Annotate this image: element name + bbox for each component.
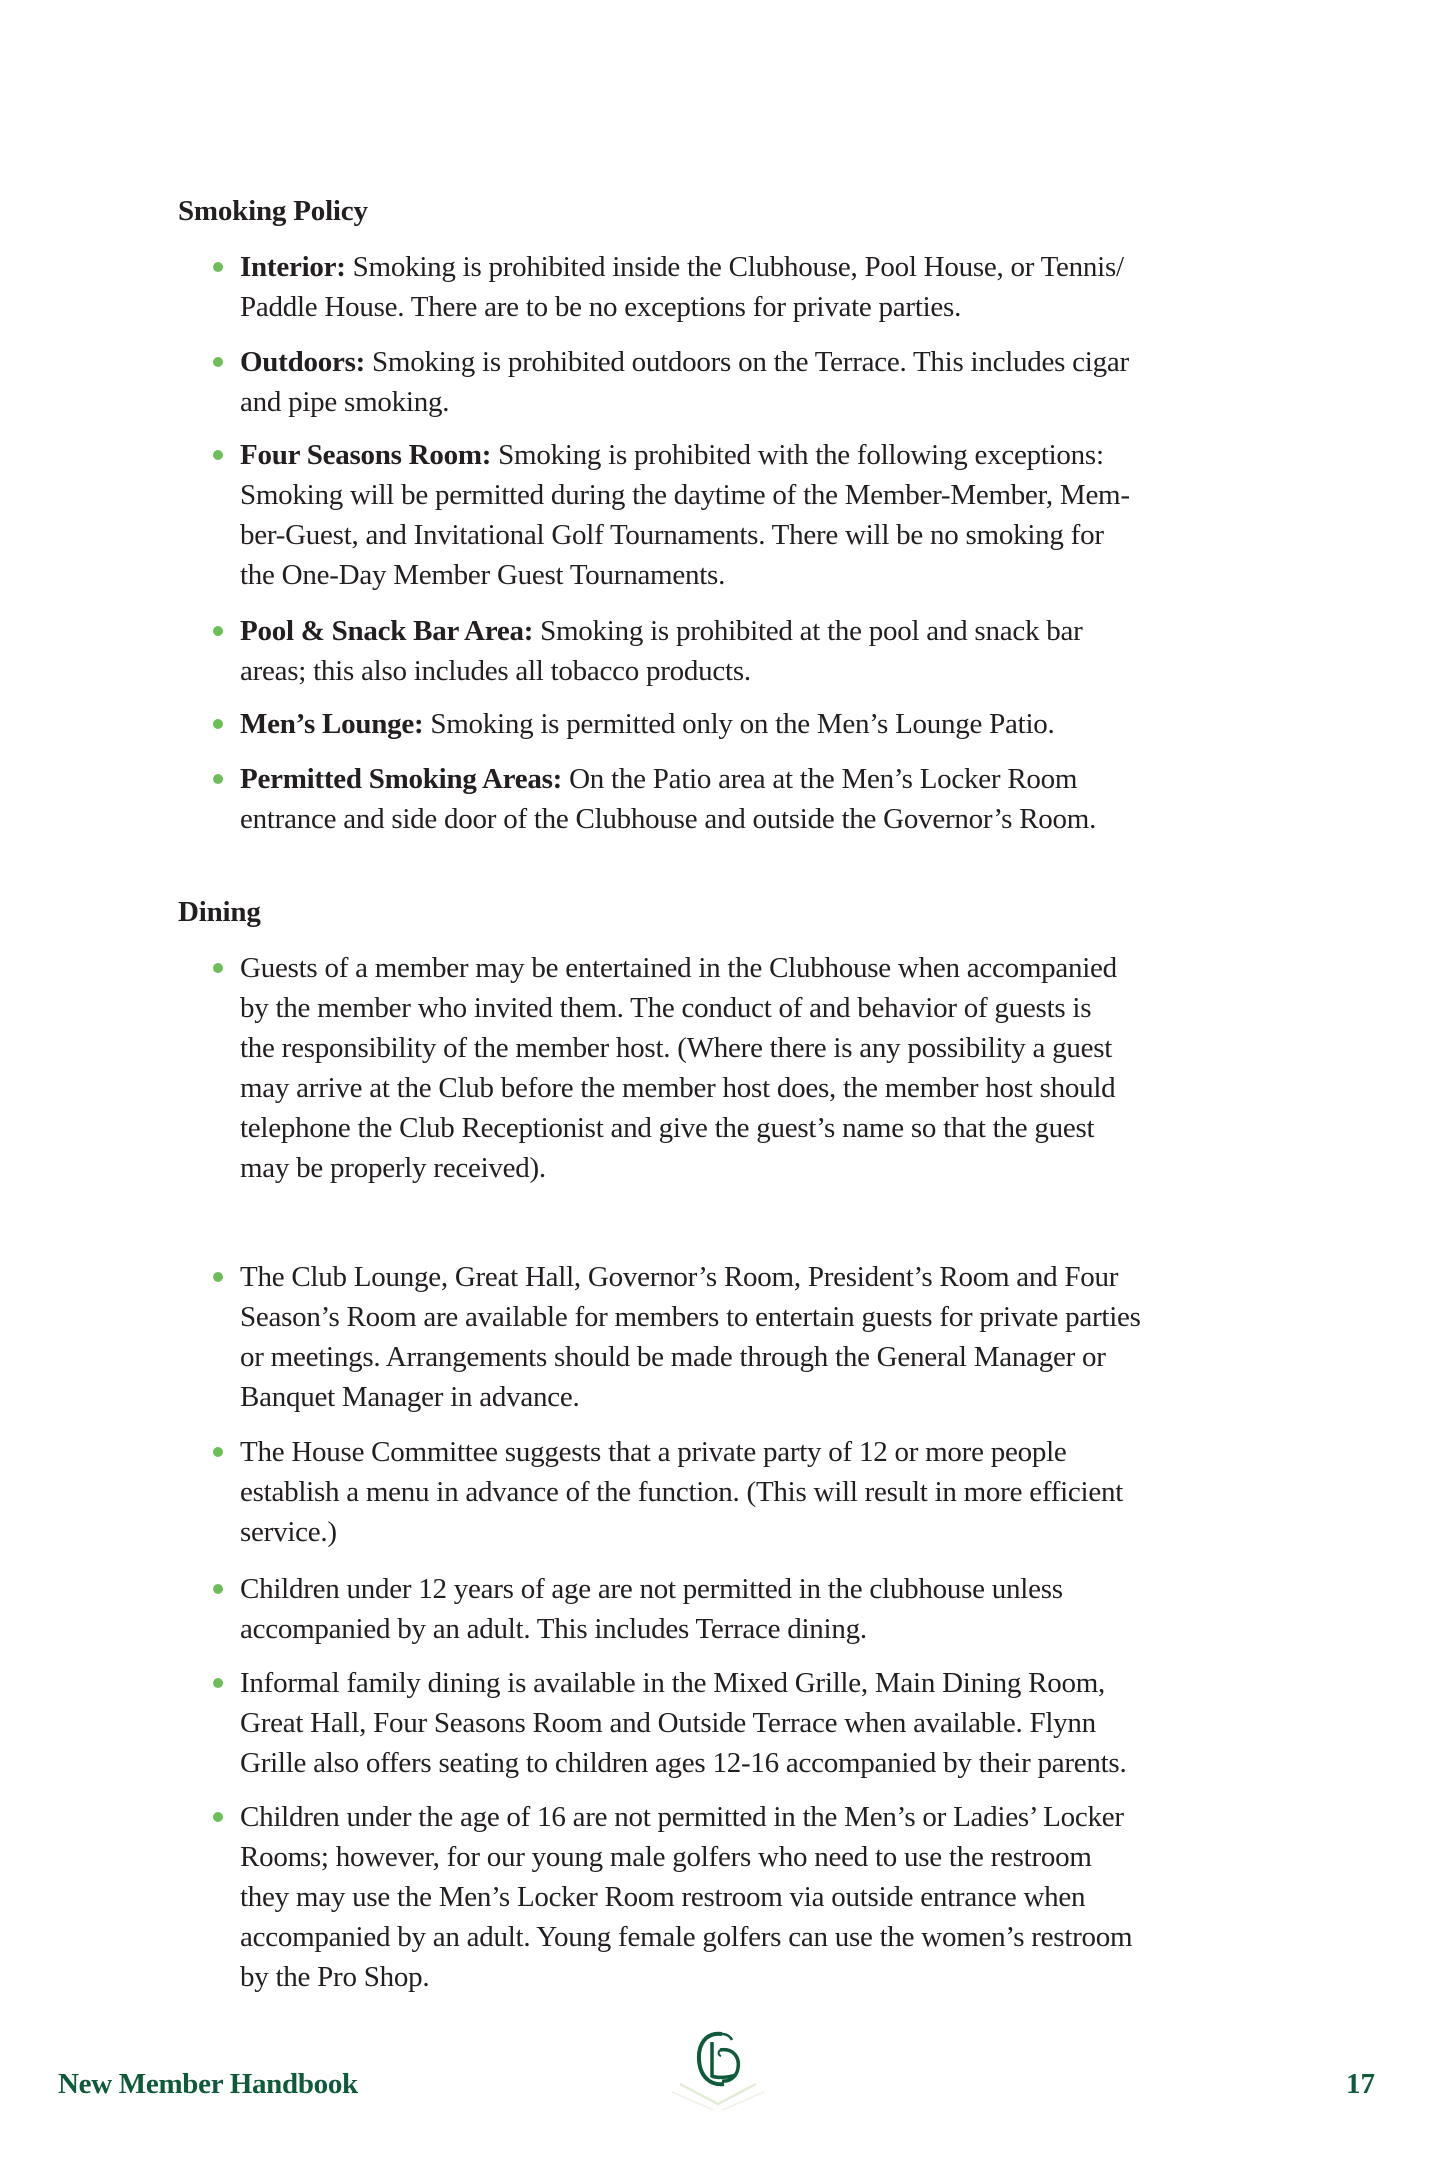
- bullet-icon: [213, 1812, 223, 1822]
- item-text: Smoking is permitted only on the Men’s Lounge Patio.: [423, 708, 1055, 740]
- item-text: service.): [240, 1516, 337, 1548]
- item-text: Season’s Room are available for members to entertain guests for private parties: [240, 1301, 1141, 1333]
- bullet-icon: [213, 262, 223, 272]
- item-text: and pipe smoking.: [240, 386, 450, 418]
- list-item: [178, 247, 1298, 327]
- item-text: or meetings. Arrangements should be made through the General Manager or: [240, 1341, 1106, 1373]
- bullet-icon: [213, 1447, 223, 1457]
- bullet-icon: [213, 626, 223, 636]
- bullet-icon: [213, 1584, 223, 1594]
- item-text: accompanied by an adult. Young female golfers can use the women’s restroom: [240, 1921, 1133, 1953]
- item-text: Paddle House. There are to be no exceptions for private parties.: [240, 291, 962, 323]
- bullet-icon: [213, 1272, 223, 1282]
- page-number: 17: [1346, 2068, 1375, 2100]
- item-text: Grille also offers seating to children ages 12-16 accompanied by their parents.: [240, 1747, 1127, 1779]
- bullet-icon: [213, 357, 223, 367]
- item-text: Banquet Manager in advance.: [240, 1381, 580, 1413]
- item-text: Smoking is prohibited outdoors on the Terrace. This includes cigar: [365, 346, 1129, 378]
- item-text: Rooms; however, for our young male golfers who need to use the restroom: [240, 1841, 1092, 1873]
- bullet-icon: [213, 450, 223, 460]
- list-item: [178, 1432, 1298, 1552]
- item-text: the One-Day Member Guest Tournaments.: [240, 559, 726, 591]
- list-item: [178, 1257, 1298, 1417]
- bullet-icon: [213, 719, 223, 729]
- item-text: they may use the Men’s Locker Room restroom via outside entrance when: [240, 1881, 1086, 1913]
- item-text: The Club Lounge, Great Hall, Governor’s Room, President’s Room and Four: [240, 1261, 1119, 1293]
- item-text: Great Hall, Four Seasons Room and Outside Terrace when available. Flynn: [240, 1707, 1096, 1739]
- section-heading-dining: Dining: [178, 896, 261, 928]
- smoking-policy-section: [178, 191, 1298, 839]
- list-item: [178, 948, 1298, 1188]
- bullet-icon: [213, 963, 223, 973]
- list-item: [178, 1797, 1298, 1997]
- list-item: [178, 1569, 1298, 1649]
- club-monogram-logo-icon: [692, 2028, 744, 2092]
- bullet-icon: [213, 774, 223, 784]
- section-heading-smoking-policy: Smoking Policy: [178, 195, 368, 227]
- list-item: [178, 611, 1298, 691]
- item-text: establish a menu in advance of the function. (This will result in more efficient: [240, 1476, 1124, 1508]
- item-text: telephone the Club Receptionist and give the guest’s name so that the guest: [240, 1112, 1095, 1144]
- list-item: [178, 759, 1298, 839]
- item-text: The House Committee suggests that a private party of 12 or more people: [240, 1436, 1067, 1468]
- item-text: Smoking will be permitted during the daytime of the Member-Member, Mem-: [240, 479, 1130, 511]
- item-text: Smoking is prohibited inside the Clubhouse, Pool House, or Tennis/: [345, 251, 1124, 283]
- item-text: Smoking is prohibited at the pool and snack bar: [533, 615, 1083, 647]
- item-text: Informal family dining is available in the Mixed Grille, Main Dining Room,: [240, 1667, 1106, 1699]
- dining-list: [178, 948, 1298, 1997]
- item-lead: Men’s Lounge:: [240, 708, 424, 740]
- footer-handbook-title: New Member Handbook: [58, 2068, 358, 2100]
- item-lead: Permitted Smoking Areas:: [240, 763, 563, 795]
- item-text: areas; this also includes all tobacco products.: [240, 655, 751, 687]
- list-item: [178, 704, 1298, 744]
- bullet-icon: [213, 1678, 223, 1688]
- dining-section: [178, 892, 1298, 1997]
- item-text: the responsibility of the member host. (Where there is any possibility a guest: [240, 1032, 1113, 1064]
- item-text: Children under the age of 16 are not permitted in the Men’s or Ladies’ Locker: [240, 1801, 1124, 1833]
- item-lead: Four Seasons Room:: [240, 439, 492, 471]
- item-lead: Pool & Snack Bar Area:: [240, 615, 534, 647]
- item-text: On the Patio area at the Men’s Locker Room: [562, 763, 1078, 795]
- item-lead: Interior:: [240, 251, 346, 283]
- smoking-policy-list: [178, 247, 1298, 839]
- item-text: Smoking is prohibited with the following exceptions:: [491, 439, 1104, 471]
- item-lead: Outdoors:: [240, 346, 366, 378]
- item-text: accompanied by an adult. This includes Terrace dining.: [240, 1613, 867, 1645]
- item-text: by the Pro Shop.: [240, 1961, 430, 1993]
- item-text: Children under 12 years of age are not permitted in the clubhouse unless: [240, 1573, 1063, 1605]
- list-item: [178, 435, 1298, 595]
- item-text: by the member who invited them. The conduct of and behavior of guests is: [240, 992, 1092, 1024]
- list-item: [178, 1663, 1298, 1783]
- item-text: ber-Guest, and Invitational Golf Tournaments. There will be no smoking for: [240, 519, 1104, 551]
- item-text: entrance and side door of the Clubhouse and outside the Governor’s Room.: [240, 803, 1097, 835]
- list-item: [178, 342, 1298, 422]
- item-text: may arrive at the Club before the member host does, the member host should: [240, 1072, 1116, 1104]
- item-text: may be properly received).: [240, 1152, 546, 1184]
- item-text: Guests of a member may be entertained in the Clubhouse when accompanied: [240, 952, 1117, 984]
